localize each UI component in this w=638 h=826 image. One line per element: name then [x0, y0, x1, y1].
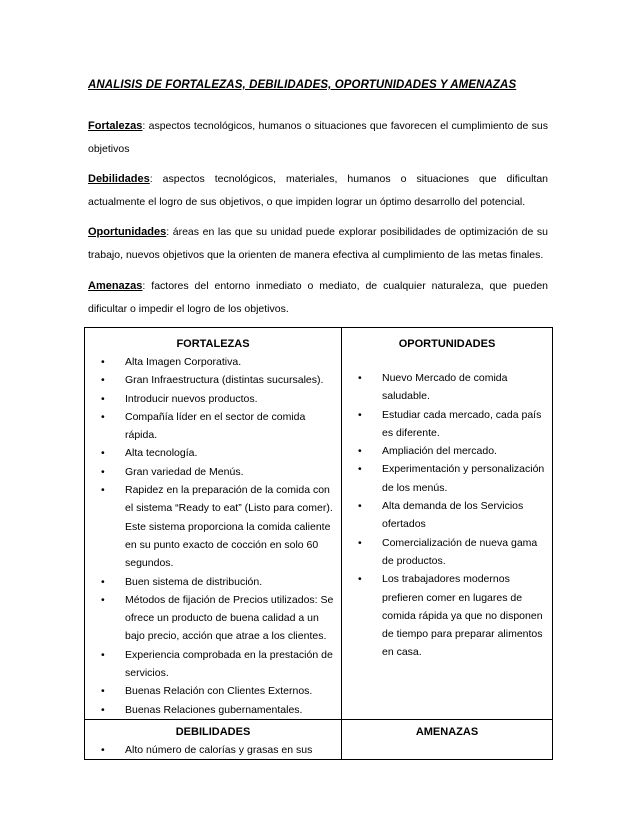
debilidades-cell — [85, 719, 342, 759]
bullet-icon: • — [358, 573, 362, 586]
swot-row-top — [85, 328, 553, 720]
list-item-text: Gran variedad de Menús. — [125, 465, 244, 478]
bullet-icon: • — [358, 500, 362, 513]
bullet-icon: • — [101, 703, 105, 716]
list-item-text: Ampliación del mercado. — [382, 445, 497, 458]
bullet-icon: • — [358, 372, 362, 384]
definition-text: : aspectos tecnológicos, humanos o situaciones que favorecen el cumplimiento de sus objetivos — [88, 120, 548, 155]
amenazas-header: AMENAZAS — [415, 725, 479, 738]
bullet-icon: • — [358, 445, 362, 458]
definition-amenazas — [88, 275, 548, 321]
list-item — [342, 369, 552, 406]
list-item — [85, 481, 341, 572]
list-item — [85, 408, 341, 445]
definition-debilidades — [88, 168, 548, 214]
list-item — [342, 406, 552, 443]
debilidades-header: DEBILIDADES — [175, 725, 251, 738]
definition-text: : áreas en las que su unidad puede explorar posibilidades de optimización de su trabajo, nuevos objetivos que la orienten de manera efectiva al cumplimiento de las metas finales. — [88, 226, 548, 261]
definition-oportunidades — [88, 221, 548, 267]
list-item — [85, 682, 341, 700]
bullet-icon: • — [101, 743, 105, 756]
list-item-text: Experimentación y personalización de los menús. — [382, 463, 545, 494]
bullet-icon: • — [101, 575, 105, 588]
list-item-text: Experiencia comprobada en la prestación de servicios. — [125, 648, 333, 680]
bullet-icon: • — [101, 392, 105, 405]
list-item-text: Métodos de fijación de Precios utilizados: Se ofrece un producto de buena calidad a un bajo precio, acción que atrae a los clientes. — [125, 593, 334, 643]
list-item — [85, 371, 341, 389]
oportunidades-header: OPORTUNIDADES — [398, 338, 496, 350]
list-item-text: Alta tecnología. — [125, 447, 198, 460]
swot-table — [84, 327, 553, 760]
list-item — [85, 353, 341, 371]
list-item — [342, 442, 552, 460]
list-item-text: Introducir nuevos productos. — [125, 392, 258, 405]
list-item — [85, 701, 341, 719]
bullet-icon: • — [101, 484, 105, 497]
definition-text: : aspectos tecnológicos, materiales, humanos o situaciones que dificultan actualmente el logro de sus objetivos, o que impiden lograr un óptimo desarrollo del potencial. — [88, 173, 548, 208]
bullet-icon: • — [101, 374, 105, 387]
list-item-text: Nuevo Mercado de comida saludable. — [382, 372, 508, 403]
list-item-text: Gran Infraestructura (distintas sucursales). — [125, 374, 324, 387]
list-item-text: Estudiar cada mercado, cada país es diferente. — [382, 408, 542, 439]
list-item — [85, 444, 341, 462]
bullet-icon: • — [101, 356, 105, 368]
bullet-icon: • — [101, 685, 105, 698]
list-item-text: Alta demanda de los Servicios ofertados — [382, 500, 524, 531]
oportunidades-cell — [342, 328, 553, 720]
definition-term: Fortalezas — [88, 120, 143, 132]
swot-row-bottom — [85, 719, 553, 759]
list-item — [342, 497, 552, 534]
amenazas-cell — [342, 719, 553, 759]
list-item — [85, 646, 341, 683]
definition-term: Oportunidades — [88, 226, 167, 238]
list-item-text: Comercialización de nueva gama de productos. — [382, 536, 538, 567]
bullet-icon: • — [358, 463, 362, 476]
fortalezas-header: FORTALEZAS — [176, 338, 250, 350]
definition-fortalezas — [88, 115, 548, 161]
fortalezas-cell — [85, 328, 342, 720]
list-item-text: Los trabajadores modernos prefieren comer en lugares de comida rápida ya que no disponen de tiempo para preparar alimentos en casa. — [382, 573, 543, 659]
list-item — [85, 591, 341, 646]
list-item — [85, 573, 341, 591]
bullet-icon: • — [101, 465, 105, 478]
list-item — [342, 460, 552, 497]
debilidades-list — [85, 741, 341, 759]
list-item — [342, 534, 552, 571]
list-item-text: Compañía líder en el sector de comida rápida. — [125, 410, 306, 442]
list-item — [85, 390, 341, 408]
definition-term: Amenazas — [88, 280, 143, 292]
list-item-text: Buen sistema de distribución. — [125, 575, 263, 588]
definition-term: Debilidades — [88, 173, 150, 185]
fortalezas-list — [85, 353, 341, 719]
bullet-icon: • — [358, 408, 362, 421]
bullet-icon: • — [101, 648, 105, 661]
bullet-icon: • — [101, 447, 105, 460]
list-item-text: Buenas Relación con Clientes Externos. — [125, 685, 313, 698]
list-item-text: Buenas Relaciones gubernamentales. — [125, 703, 303, 716]
oportunidades-list — [342, 353, 552, 662]
bullet-icon: • — [101, 410, 105, 423]
definition-text: : factores del entorno inmediato o mediato, de cualquier naturaleza, que pueden dificultar o impedir el logro de los objetivos. — [88, 280, 548, 315]
document-title: ANALISIS DE FORTALEZAS, DEBILIDADES, OPORTUNIDADES Y AMENAZAS — [88, 79, 517, 91]
list-item — [85, 463, 341, 481]
bullet-icon: • — [358, 536, 362, 549]
list-item-text: Alto número de calorías y grasas en sus — [125, 743, 313, 756]
list-item-text: Alta Imagen Corporativa. — [125, 356, 242, 368]
list-item — [342, 570, 552, 661]
list-item — [85, 741, 341, 759]
bullet-icon: • — [101, 593, 105, 606]
list-item-text: Rapidez en la preparación de la comida con el sistema “Ready to eat” (Listo para comer). Este sistema proporciona la comida caliente en su punto exacto de cocción en solo 60 segundos. — [125, 484, 333, 570]
